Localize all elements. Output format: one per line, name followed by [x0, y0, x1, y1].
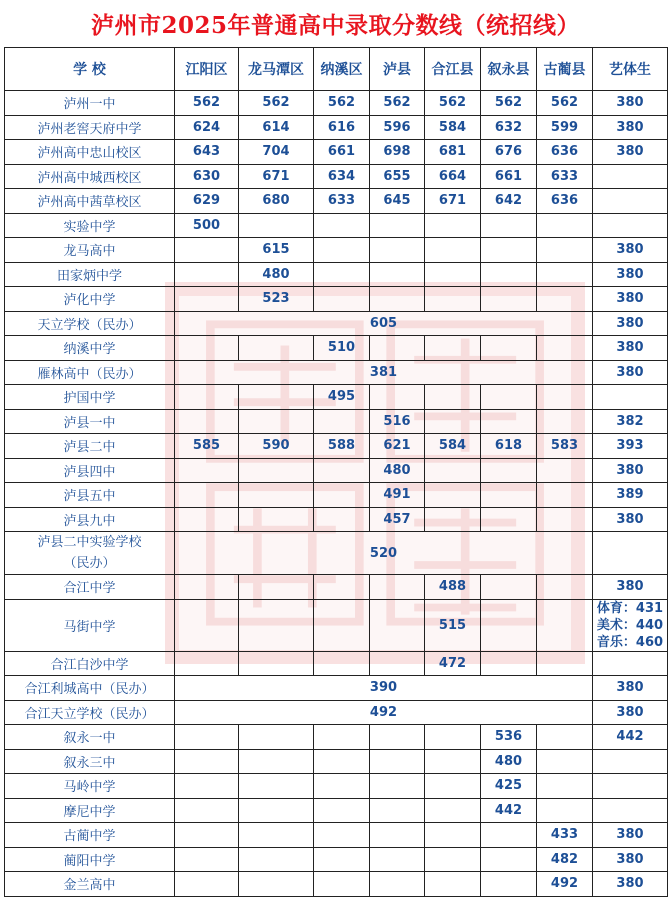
school-name-cell: 合江利城高中（民办）	[5, 676, 175, 701]
score-cell	[239, 749, 314, 774]
merged-score-cell: 492	[175, 700, 593, 725]
score-cell	[370, 798, 425, 823]
score-cell	[481, 336, 537, 361]
score-cell	[425, 847, 481, 872]
table-row	[5, 336, 668, 361]
score-cell	[314, 287, 370, 312]
score-cell: 642	[481, 189, 537, 214]
table-row	[5, 115, 668, 140]
score-cell	[537, 287, 593, 312]
score-cell: 632	[481, 115, 537, 140]
score-cell	[314, 798, 370, 823]
score-cell	[537, 409, 593, 434]
score-cell	[175, 385, 239, 410]
score-cell: 661	[314, 140, 370, 165]
school-name-cell: 实验中学	[5, 213, 175, 238]
score-cell: 433	[537, 823, 593, 848]
score-cell: 562	[425, 91, 481, 116]
score-cell: 636	[537, 140, 593, 165]
score-cell: 491	[370, 483, 425, 508]
art-score-cell: 380	[593, 336, 668, 361]
header-longmatan: 龙马潭区	[239, 48, 314, 91]
art-score-cell: 380	[593, 823, 668, 848]
score-cell	[314, 507, 370, 532]
art-score-cell	[593, 532, 668, 575]
score-cell: 583	[537, 434, 593, 459]
score-cell	[370, 774, 425, 799]
school-name-cell: 纳溪中学	[5, 336, 175, 361]
score-cell	[314, 575, 370, 600]
art-score-line: 体育：431	[596, 600, 664, 616]
school-name-cell: 泸化中学	[5, 287, 175, 312]
score-cell	[175, 725, 239, 750]
score-cell: 585	[175, 434, 239, 459]
score-cell	[481, 483, 537, 508]
score-cell	[314, 823, 370, 848]
table-row	[5, 575, 668, 600]
score-cell	[425, 385, 481, 410]
score-cell	[175, 823, 239, 848]
score-cell: 664	[425, 164, 481, 189]
score-cell	[175, 599, 239, 651]
art-score-cell: 380	[593, 360, 668, 385]
art-score-cell	[593, 385, 668, 410]
score-cell	[239, 651, 314, 676]
score-cell: 630	[175, 164, 239, 189]
score-cell	[175, 651, 239, 676]
score-cell	[425, 458, 481, 483]
score-cell	[370, 213, 425, 238]
table-row	[5, 287, 668, 312]
score-cell: 516	[370, 409, 425, 434]
score-cell: 621	[370, 434, 425, 459]
score-cell	[175, 575, 239, 600]
header-hejiang: 合江县	[425, 48, 481, 91]
school-name-cell: 合江天立学校（民办）	[5, 700, 175, 725]
score-cell	[314, 409, 370, 434]
score-cell: 472	[425, 651, 481, 676]
score-cell	[239, 458, 314, 483]
score-cell	[175, 798, 239, 823]
score-cell	[370, 823, 425, 848]
score-cell	[425, 262, 481, 287]
table-header-row	[5, 48, 668, 91]
art-score-cell	[593, 213, 668, 238]
score-cell	[425, 238, 481, 263]
score-cell: 480	[481, 749, 537, 774]
art-score-cell: 380	[593, 238, 668, 263]
score-cell	[537, 458, 593, 483]
header-xuyong: 叙永县	[481, 48, 537, 91]
school-name-cell: 金兰高中	[5, 872, 175, 897]
art-score-cell: 380	[593, 575, 668, 600]
school-name-cell: 龙马高中	[5, 238, 175, 263]
score-cell	[175, 847, 239, 872]
score-cell	[239, 599, 314, 651]
art-score-cell: 380	[593, 311, 668, 336]
score-cell	[537, 385, 593, 410]
merged-score-cell: 605	[175, 311, 593, 336]
school-name-cell: 叙永一中	[5, 725, 175, 750]
school-name-line: （民办）	[63, 556, 116, 571]
score-cell	[175, 458, 239, 483]
score-cell	[314, 238, 370, 263]
school-name-cell: 泸县五中	[5, 483, 175, 508]
art-score-cell: 389	[593, 483, 668, 508]
score-cell: 633	[537, 164, 593, 189]
table-row	[5, 676, 668, 701]
table-row	[5, 189, 668, 214]
score-cell	[425, 409, 481, 434]
score-cell: 480	[370, 458, 425, 483]
score-cell	[537, 336, 593, 361]
score-cell	[481, 385, 537, 410]
table-row	[5, 140, 668, 165]
score-cell: 596	[370, 115, 425, 140]
score-cell: 698	[370, 140, 425, 165]
score-cell	[239, 847, 314, 872]
score-cell: 629	[175, 189, 239, 214]
score-cell	[537, 725, 593, 750]
score-cell	[239, 725, 314, 750]
table-row	[5, 385, 668, 410]
art-score-cell: 380	[593, 507, 668, 532]
score-cell	[425, 287, 481, 312]
score-cell: 590	[239, 434, 314, 459]
score-cell	[425, 483, 481, 508]
school-name-cell: 田家炳中学	[5, 262, 175, 287]
score-cell: 616	[314, 115, 370, 140]
score-cell	[314, 651, 370, 676]
score-cell	[370, 385, 425, 410]
header-naxi: 纳溪区	[314, 48, 370, 91]
score-cell	[314, 725, 370, 750]
score-cell	[314, 872, 370, 897]
art-score-cell: 380	[593, 262, 668, 287]
score-cell: 614	[239, 115, 314, 140]
school-name-cell: 泸州高中茜草校区	[5, 189, 175, 214]
score-cell	[175, 336, 239, 361]
merged-score-cell: 390	[175, 676, 593, 701]
score-cell: 492	[537, 872, 593, 897]
score-cell	[314, 749, 370, 774]
table-row	[5, 91, 668, 116]
art-score-cell: 380	[593, 872, 668, 897]
art-score-cell: 380	[593, 676, 668, 701]
score-cell: 495	[314, 385, 370, 410]
table-row	[5, 311, 668, 336]
header-school: 学 校	[5, 48, 175, 91]
score-cell	[314, 458, 370, 483]
score-cell: 562	[537, 91, 593, 116]
score-cell: 645	[370, 189, 425, 214]
header-art-sports: 艺体生	[593, 48, 668, 91]
school-name-cell: 泸州高中忠山校区	[5, 140, 175, 165]
score-cell: 425	[481, 774, 537, 799]
score-cell	[175, 409, 239, 434]
school-name-cell: 泸州一中	[5, 91, 175, 116]
table-row	[5, 238, 668, 263]
score-cell: 681	[425, 140, 481, 165]
score-cell	[481, 458, 537, 483]
score-cell	[425, 823, 481, 848]
school-name-cell	[5, 532, 175, 575]
score-cell: 633	[314, 189, 370, 214]
score-cell: 634	[314, 164, 370, 189]
art-score-cell: 393	[593, 434, 668, 459]
art-score-cell: 380	[593, 458, 668, 483]
score-cell	[481, 507, 537, 532]
art-score-cell: 442	[593, 725, 668, 750]
score-cell: 562	[481, 91, 537, 116]
table-row	[5, 700, 668, 725]
score-cell	[239, 409, 314, 434]
score-cell	[481, 213, 537, 238]
table-row	[5, 164, 668, 189]
score-cell	[537, 262, 593, 287]
score-cell	[425, 213, 481, 238]
art-score-cell	[593, 599, 668, 651]
art-score-cell: 380	[593, 140, 668, 165]
table-row	[5, 483, 668, 508]
score-cell: 615	[239, 238, 314, 263]
score-cell	[481, 409, 537, 434]
score-cell: 562	[314, 91, 370, 116]
score-cell: 480	[239, 262, 314, 287]
art-score-cell: 380	[593, 847, 668, 872]
score-cell	[239, 483, 314, 508]
score-cell	[314, 483, 370, 508]
score-cell	[175, 483, 239, 508]
score-cell	[537, 749, 593, 774]
score-cell: 671	[239, 164, 314, 189]
score-cell	[239, 798, 314, 823]
score-cell	[481, 847, 537, 872]
score-cell	[370, 847, 425, 872]
score-cell: 515	[425, 599, 481, 651]
school-name-cell: 泸县一中	[5, 409, 175, 434]
score-cell	[537, 651, 593, 676]
school-name-cell: 雁林高中（民办）	[5, 360, 175, 385]
art-score-cell	[593, 189, 668, 214]
table-row	[5, 774, 668, 799]
school-name-cell: 马岭中学	[5, 774, 175, 799]
score-cell	[239, 507, 314, 532]
score-cell: 588	[314, 434, 370, 459]
score-cell	[537, 798, 593, 823]
score-cell	[239, 575, 314, 600]
score-cell	[425, 749, 481, 774]
score-cell	[175, 749, 239, 774]
score-cell	[370, 599, 425, 651]
school-name-cell: 摩尼中学	[5, 798, 175, 823]
score-cell	[481, 287, 537, 312]
score-cell: 457	[370, 507, 425, 532]
score-cell	[175, 287, 239, 312]
merged-score-cell: 520	[175, 532, 593, 575]
header-luxian: 泸县	[370, 48, 425, 91]
score-cell	[370, 575, 425, 600]
score-cell: 562	[370, 91, 425, 116]
table-row	[5, 798, 668, 823]
school-name-cell: 蔺阳中学	[5, 847, 175, 872]
score-cell	[481, 872, 537, 897]
score-cell: 584	[425, 115, 481, 140]
score-cell	[537, 507, 593, 532]
score-cell: 676	[481, 140, 537, 165]
school-name-cell: 泸县九中	[5, 507, 175, 532]
score-cell	[481, 651, 537, 676]
score-cell: 536	[481, 725, 537, 750]
score-cell	[239, 774, 314, 799]
score-cell	[314, 774, 370, 799]
art-score-cell: 380	[593, 91, 668, 116]
art-score-cell: 382	[593, 409, 668, 434]
score-cell: 599	[537, 115, 593, 140]
table-row	[5, 360, 668, 385]
table-row	[5, 847, 668, 872]
header-jiangyang: 江阳区	[175, 48, 239, 91]
score-cell	[314, 847, 370, 872]
score-cell	[481, 238, 537, 263]
score-cell	[425, 872, 481, 897]
score-cell	[175, 774, 239, 799]
score-cell: 584	[425, 434, 481, 459]
school-name-cell: 泸县二中	[5, 434, 175, 459]
school-name-cell: 叙永三中	[5, 749, 175, 774]
score-cell: 500	[175, 213, 239, 238]
score-cell	[481, 599, 537, 651]
score-cell	[425, 798, 481, 823]
score-cell	[175, 507, 239, 532]
score-cell: 636	[537, 189, 593, 214]
score-cell: 661	[481, 164, 537, 189]
art-score-line: 美术：440	[596, 617, 664, 633]
score-cell	[370, 287, 425, 312]
table-row	[5, 532, 668, 575]
score-cell	[425, 725, 481, 750]
art-score-cell: 380	[593, 115, 668, 140]
score-cell	[239, 872, 314, 897]
admission-score-table	[4, 47, 668, 897]
score-cell	[370, 749, 425, 774]
score-cell	[370, 872, 425, 897]
score-cell: 671	[425, 189, 481, 214]
table-body	[5, 91, 668, 897]
score-cell	[370, 238, 425, 263]
score-cell	[537, 238, 593, 263]
table-row	[5, 458, 668, 483]
art-score-cell	[593, 798, 668, 823]
table-row	[5, 262, 668, 287]
art-score-cell: 380	[593, 287, 668, 312]
art-score-cell	[593, 749, 668, 774]
score-cell	[239, 823, 314, 848]
score-cell	[537, 575, 593, 600]
art-score-line: 音乐：460	[596, 634, 664, 650]
merged-score-cell: 381	[175, 360, 593, 385]
score-cell	[239, 385, 314, 410]
score-cell: 643	[175, 140, 239, 165]
score-cell	[425, 507, 481, 532]
table-row	[5, 725, 668, 750]
table-row	[5, 651, 668, 676]
table-row	[5, 507, 668, 532]
score-cell	[175, 872, 239, 897]
school-name-cell: 泸县四中	[5, 458, 175, 483]
score-cell	[370, 725, 425, 750]
score-cell	[314, 599, 370, 651]
score-cell	[370, 336, 425, 361]
score-cell: 624	[175, 115, 239, 140]
score-cell	[370, 651, 425, 676]
score-cell: 442	[481, 798, 537, 823]
score-cell	[370, 262, 425, 287]
score-cell	[425, 336, 481, 361]
table-row	[5, 409, 668, 434]
score-cell: 704	[239, 140, 314, 165]
score-cell: 562	[175, 91, 239, 116]
table-row	[5, 823, 668, 848]
art-score-cell	[593, 774, 668, 799]
score-cell	[175, 262, 239, 287]
school-name-cell: 泸州高中城西校区	[5, 164, 175, 189]
score-cell: 655	[370, 164, 425, 189]
school-name-cell: 护国中学	[5, 385, 175, 410]
score-cell	[481, 575, 537, 600]
art-score-cell	[593, 164, 668, 189]
score-cell	[481, 823, 537, 848]
table-row	[5, 872, 668, 897]
score-cell: 562	[239, 91, 314, 116]
score-cell	[537, 213, 593, 238]
score-cell	[481, 262, 537, 287]
table-row	[5, 599, 668, 651]
table-row	[5, 213, 668, 238]
score-cell: 488	[425, 575, 481, 600]
score-cell: 482	[537, 847, 593, 872]
school-name-line: 泸县二中实验学校	[37, 535, 142, 550]
header-gulin: 古蔺县	[537, 48, 593, 91]
score-cell: 523	[239, 287, 314, 312]
school-name-cell: 天立学校（民办）	[5, 311, 175, 336]
score-cell	[239, 213, 314, 238]
score-cell	[239, 336, 314, 361]
school-name-cell: 合江白沙中学	[5, 651, 175, 676]
score-cell	[537, 599, 593, 651]
table-row	[5, 434, 668, 459]
score-cell	[314, 262, 370, 287]
table-row	[5, 749, 668, 774]
art-score-cell	[593, 651, 668, 676]
score-cell	[175, 238, 239, 263]
score-cell	[537, 774, 593, 799]
school-name-cell: 古蔺中学	[5, 823, 175, 848]
score-cell: 680	[239, 189, 314, 214]
score-cell: 510	[314, 336, 370, 361]
school-name-cell: 泸州老窖天府中学	[5, 115, 175, 140]
page-title: 泸州市2025年普通高中录取分数线（统招线）	[90, 11, 580, 39]
school-name-cell: 马街中学	[5, 599, 175, 651]
score-cell: 618	[481, 434, 537, 459]
school-name-cell: 合江中学	[5, 575, 175, 600]
score-cell	[425, 774, 481, 799]
score-cell	[537, 483, 593, 508]
score-cell	[314, 213, 370, 238]
art-score-cell: 380	[593, 700, 668, 725]
